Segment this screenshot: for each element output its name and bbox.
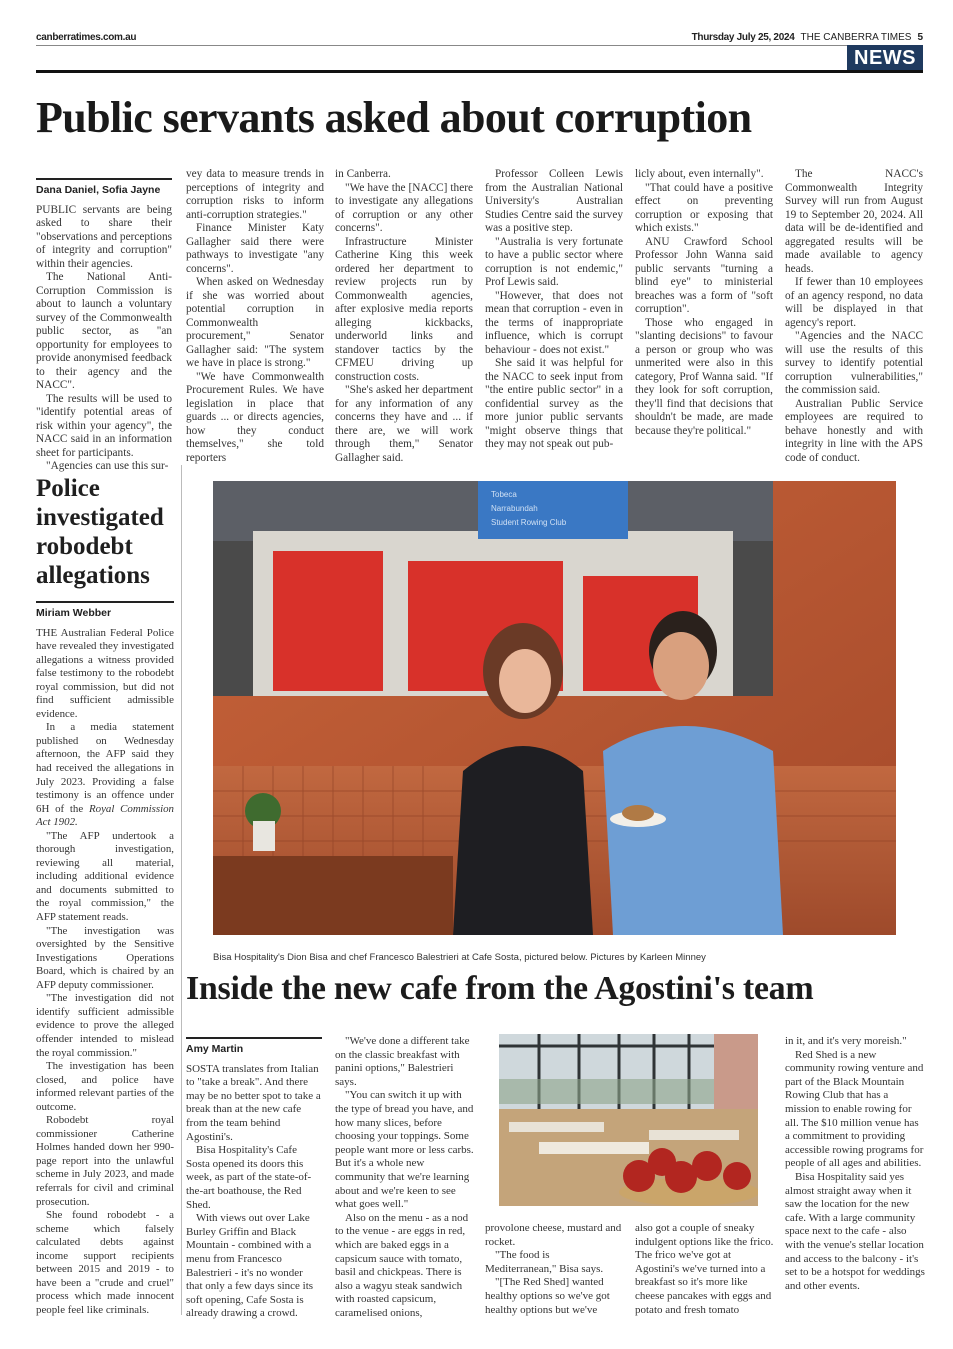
paragraph bbox=[36, 721, 174, 829]
paragraph: "However, that does not mean that corruption - even in the terms of inappropriate influence, which is corrupt behaviour - does not exist." bbox=[485, 289, 623, 356]
paragraph: Red Shed is a new community rowing venture and part of the Black Mountain Rowing Club that has a mission to enable rowing for all. The $10 million venue has a commitment to providing accessible rowing programs for people of all ages and abilities. bbox=[785, 1048, 924, 1170]
paragraph: also got a couple of sneaky indulgent options like the frico. The frico we've got at Agostini's we've turned into a breakfast so it's more like cheese pancakes with eggs and potato and fresh tomato bbox=[635, 1222, 774, 1316]
paragraph: "[The Red Shed] wanted healthy options so we've got healthy options but we've bbox=[485, 1276, 610, 1316]
masthead-rule bbox=[36, 45, 923, 46]
paragraph: "The AFP undertook a thorough investigation, reviewing all material, including additional evidence and documents submitted to the royal commission," the AFP statement reads. bbox=[36, 829, 174, 924]
paragraph: "You can switch it up with the type of bread you have, and how many slices, before choosing your toppings. Some people want more or less carbs. But it's a whole new community that we're learning about and we're keen to see what goes well." bbox=[335, 1089, 474, 1211]
article1-column-5 bbox=[635, 168, 773, 438]
article3-column-5 bbox=[785, 1035, 925, 1293]
paragraph: "Australia is very fortunate to have a public sector where corruption is not endemic," Prof Lewis said. bbox=[485, 235, 623, 288]
paragraph: "The investigation was oversighted by the Sensitive Investigations Operations Board, which is chaired by an AFP deputy commissioner. bbox=[36, 924, 174, 991]
paragraph: The National Anti-Corruption Commission is about to launch a voluntary survey of the Commonwealth public sector, as "an opportunity for employees to provide anonymised feedback to their agency and the NACC". bbox=[36, 271, 172, 391]
paragraph: in it, and it's very moreish." bbox=[785, 1035, 907, 1047]
article3-column-3 bbox=[485, 1222, 623, 1317]
paragraph: SOSTA translates from Italian to "take a break". And there may be no better spot to take a break than at the new cafe from the team behind Agostini's. bbox=[186, 1062, 321, 1143]
paragraph: "We have Commonwealth Procurement Rules. We have legislation in place that guards ... or directs agencies, how they conduct themselves," she told reporters bbox=[186, 370, 324, 464]
paragraph: "Agencies and the NACC will use the results of this survey to identify potential corruption vulnerabilities," the commission said. bbox=[785, 330, 923, 396]
paragraph: provolone cheese, mustard and rocket. bbox=[485, 1222, 622, 1248]
paragraph: in Canberra. bbox=[335, 168, 391, 180]
paper-name: THE CANBERRA TIMES bbox=[800, 32, 912, 43]
article1-column-2 bbox=[186, 168, 324, 465]
article3-headline: Inside the new cafe from the Agostini's team bbox=[186, 970, 814, 1007]
paragraph: Finance Minister Katy Gallagher said there were pathways to investigate "any concerns". bbox=[186, 222, 324, 275]
cafe-interior-illustration bbox=[499, 1034, 758, 1206]
article1-column-1 bbox=[36, 178, 172, 474]
paragraph: The NACC's Commonwealth Integrity Survey will run from August 19 to September 20, 2024. All data will be de-identified and aggregated results will be made available to agency heads. bbox=[785, 168, 923, 275]
column-divider bbox=[181, 465, 182, 1315]
sign-line: Narrabundah bbox=[491, 504, 538, 513]
header-divider bbox=[36, 70, 923, 73]
paragraph: "We have the [NACC] there to investigate any allegations of corruption or any other concerns". bbox=[335, 181, 473, 234]
paragraph: She found robodebt - a scheme which falsely calculated debts against income support recipients between 2015 and 2019 - to have been a "crude and cruel" process which made innocent people feel like criminals. bbox=[36, 1209, 174, 1316]
paragraph: When asked on Wednesday if she was worried about potential corruption in Commonwealth procurement," Senator Gallagher said: "The system we have in place is strong." bbox=[186, 276, 324, 369]
paragraph: Also on the menu - as a nod to the venue - are eggs in red, which are baked eggs in a capsicum sauce with tomato, basil and chickpeas. There is also a wagyu steak sandwich with roasted capsicum, caramelised onions, bbox=[335, 1211, 469, 1319]
act-title: Royal Commission Act 1902. bbox=[36, 802, 174, 829]
site-url: canberratimes.com.au bbox=[36, 32, 137, 43]
byline-rule bbox=[186, 1037, 322, 1057]
article1-byline: Dana Daniel, Sofia Jayne bbox=[36, 184, 161, 196]
page-number: 5 bbox=[917, 32, 923, 43]
byline-rule bbox=[36, 601, 174, 621]
paragraph: "The food is Mediterranean," Bisa says. bbox=[485, 1249, 604, 1275]
article2-headline: Police investigated robodebt allegations bbox=[36, 475, 164, 589]
paragraph: She said it was helpful for the NACC to seek input from "the entire public sector" in a confidential survey as the more junior public servants "might observe things that they may not speak out pub- bbox=[485, 357, 623, 450]
article1-headline: Public servants asked about corruption bbox=[36, 93, 752, 142]
paragraph: "That could have a positive effect on preventing corruption or exposing that which exists." bbox=[635, 181, 773, 234]
paragraph: Professor Colleen Lewis from the Australian National University's Australian Studies Centre said the survey was a positive step. bbox=[485, 168, 623, 234]
article3-column-2 bbox=[335, 1035, 475, 1320]
paragraph: Those who engaged in "slanting decisions" to favour a person or group who was unmerited were also in this category, Prof Wanna said. "If they look for soft corruption, they'll find that decisions that shouldn't be made, are made because they're political." bbox=[635, 316, 773, 437]
paragraph: Bisa Hospitality said yes almost straight away when it saw the location for the new cafe. With a large community space next to the cafe - also with the venue's stellar location and access to the balcony - it's set to be a hotspot for weddings and other events. bbox=[785, 1170, 925, 1292]
cafe-interior-photo bbox=[499, 1034, 758, 1206]
article3-column-4 bbox=[635, 1222, 775, 1317]
masthead-info bbox=[692, 32, 923, 43]
paragraph: Australian Public Service employees are required to behave honestly and with integrity in line with the APS code of conduct. bbox=[785, 397, 923, 464]
paragraph: licly about, even internally". bbox=[635, 168, 764, 180]
paragraph-text: In a media statement published on Wednesday afternoon, the AFP said they had received the allegations in July 2023. Providing a false testimony is an offence under 6H of the bbox=[36, 721, 174, 815]
cafe-portrait-illustration bbox=[213, 481, 896, 935]
section-badge: NEWS bbox=[847, 45, 923, 71]
sign-line: Tobeca bbox=[491, 490, 517, 499]
main-photo bbox=[213, 481, 896, 935]
article3-column-1 bbox=[186, 1037, 322, 1321]
paragraph: The results will be used to "identify potential areas of risk within your agency", the NACC said in an information sheet for participants. bbox=[36, 392, 172, 459]
photo-caption: Bisa Hospitality's Dion Bisa and chef Francesco Balestrieri at Cafe Sosta, pictured below. Pictures by Karleen Minney bbox=[213, 952, 706, 963]
paragraph: The investigation has been closed, and police have informed relevant parties of the outcome. bbox=[36, 1060, 174, 1113]
article2-byline: Miriam Webber bbox=[36, 607, 112, 619]
article1-column-6 bbox=[785, 168, 923, 465]
byline-rule bbox=[36, 178, 172, 198]
paragraph: THE Australian Federal Police have revealed they investigated allegations a witness provided false testimony to the robodebt royal commission, but did not find sufficient admissible evidence. bbox=[36, 626, 174, 720]
paragraph: Infrastructure Minister Catherine King this week ordered her department to review projects run by Commonwealth agencies, after explosive media reports alleging kickbacks, underworld links and standover tactics by the CFMEU driving up construction costs. bbox=[335, 235, 473, 383]
paragraph: "We've done a different take on the classic breakfast with panini options," Balestrieri says. bbox=[335, 1035, 470, 1088]
article3-byline: Amy Martin bbox=[186, 1043, 244, 1055]
article1-column-3 bbox=[335, 168, 473, 465]
paragraph: ANU Crawford School Professor John Wanna said public servants "turning a blind eye" to ministerial breaches was a form of "soft corruption". bbox=[635, 235, 773, 315]
paragraph: Robodebt royal commissioner Catherine Holmes handed down her 990-page report into the unlawful scheme in July 2023, and made referrals for civil and criminal prosecution. bbox=[36, 1114, 174, 1208]
sign-line: Student Rowing Club bbox=[491, 518, 567, 527]
article2-body bbox=[36, 601, 174, 1317]
paragraph: PUBLIC servants are being asked to share their "observations and perceptions of integrity and corruption" within their agencies. bbox=[36, 203, 172, 270]
paragraph: "The investigation did not identify sufficient admissible evidence to prove the alleged offender intended to mislead the royal commission." bbox=[36, 992, 174, 1059]
paragraph: If fewer than 10 employees of an agency respond, no data will be displayed in that agency's report. bbox=[785, 276, 923, 329]
article1-column-4 bbox=[485, 168, 623, 452]
paragraph: Bisa Hospitality's Cafe Sosta opened its doors this week, as part of the state-of-the-art boathouse, the Red Shed. bbox=[186, 1144, 312, 1211]
paragraph: With views out over Lake Burley Griffin and Black Mountain - combined with a menu from Francesco Balestrieri - it's no wonder that only a few days since its soft opening, Cafe Sosta is already drawing a crowd. bbox=[186, 1212, 314, 1320]
paragraph: vey data to measure trends in perceptions of integrity and corruption risks to inform anti-corruption strategies." bbox=[186, 168, 324, 221]
paragraph: "She's asked her department for any information of any concerns they have and ... if there are, we will work through them," Senator Gallagher said. bbox=[335, 384, 473, 464]
issue-date: Thursday July 25, 2024 bbox=[691, 32, 795, 43]
paragraph: "Agencies can use this sur- bbox=[46, 460, 169, 472]
